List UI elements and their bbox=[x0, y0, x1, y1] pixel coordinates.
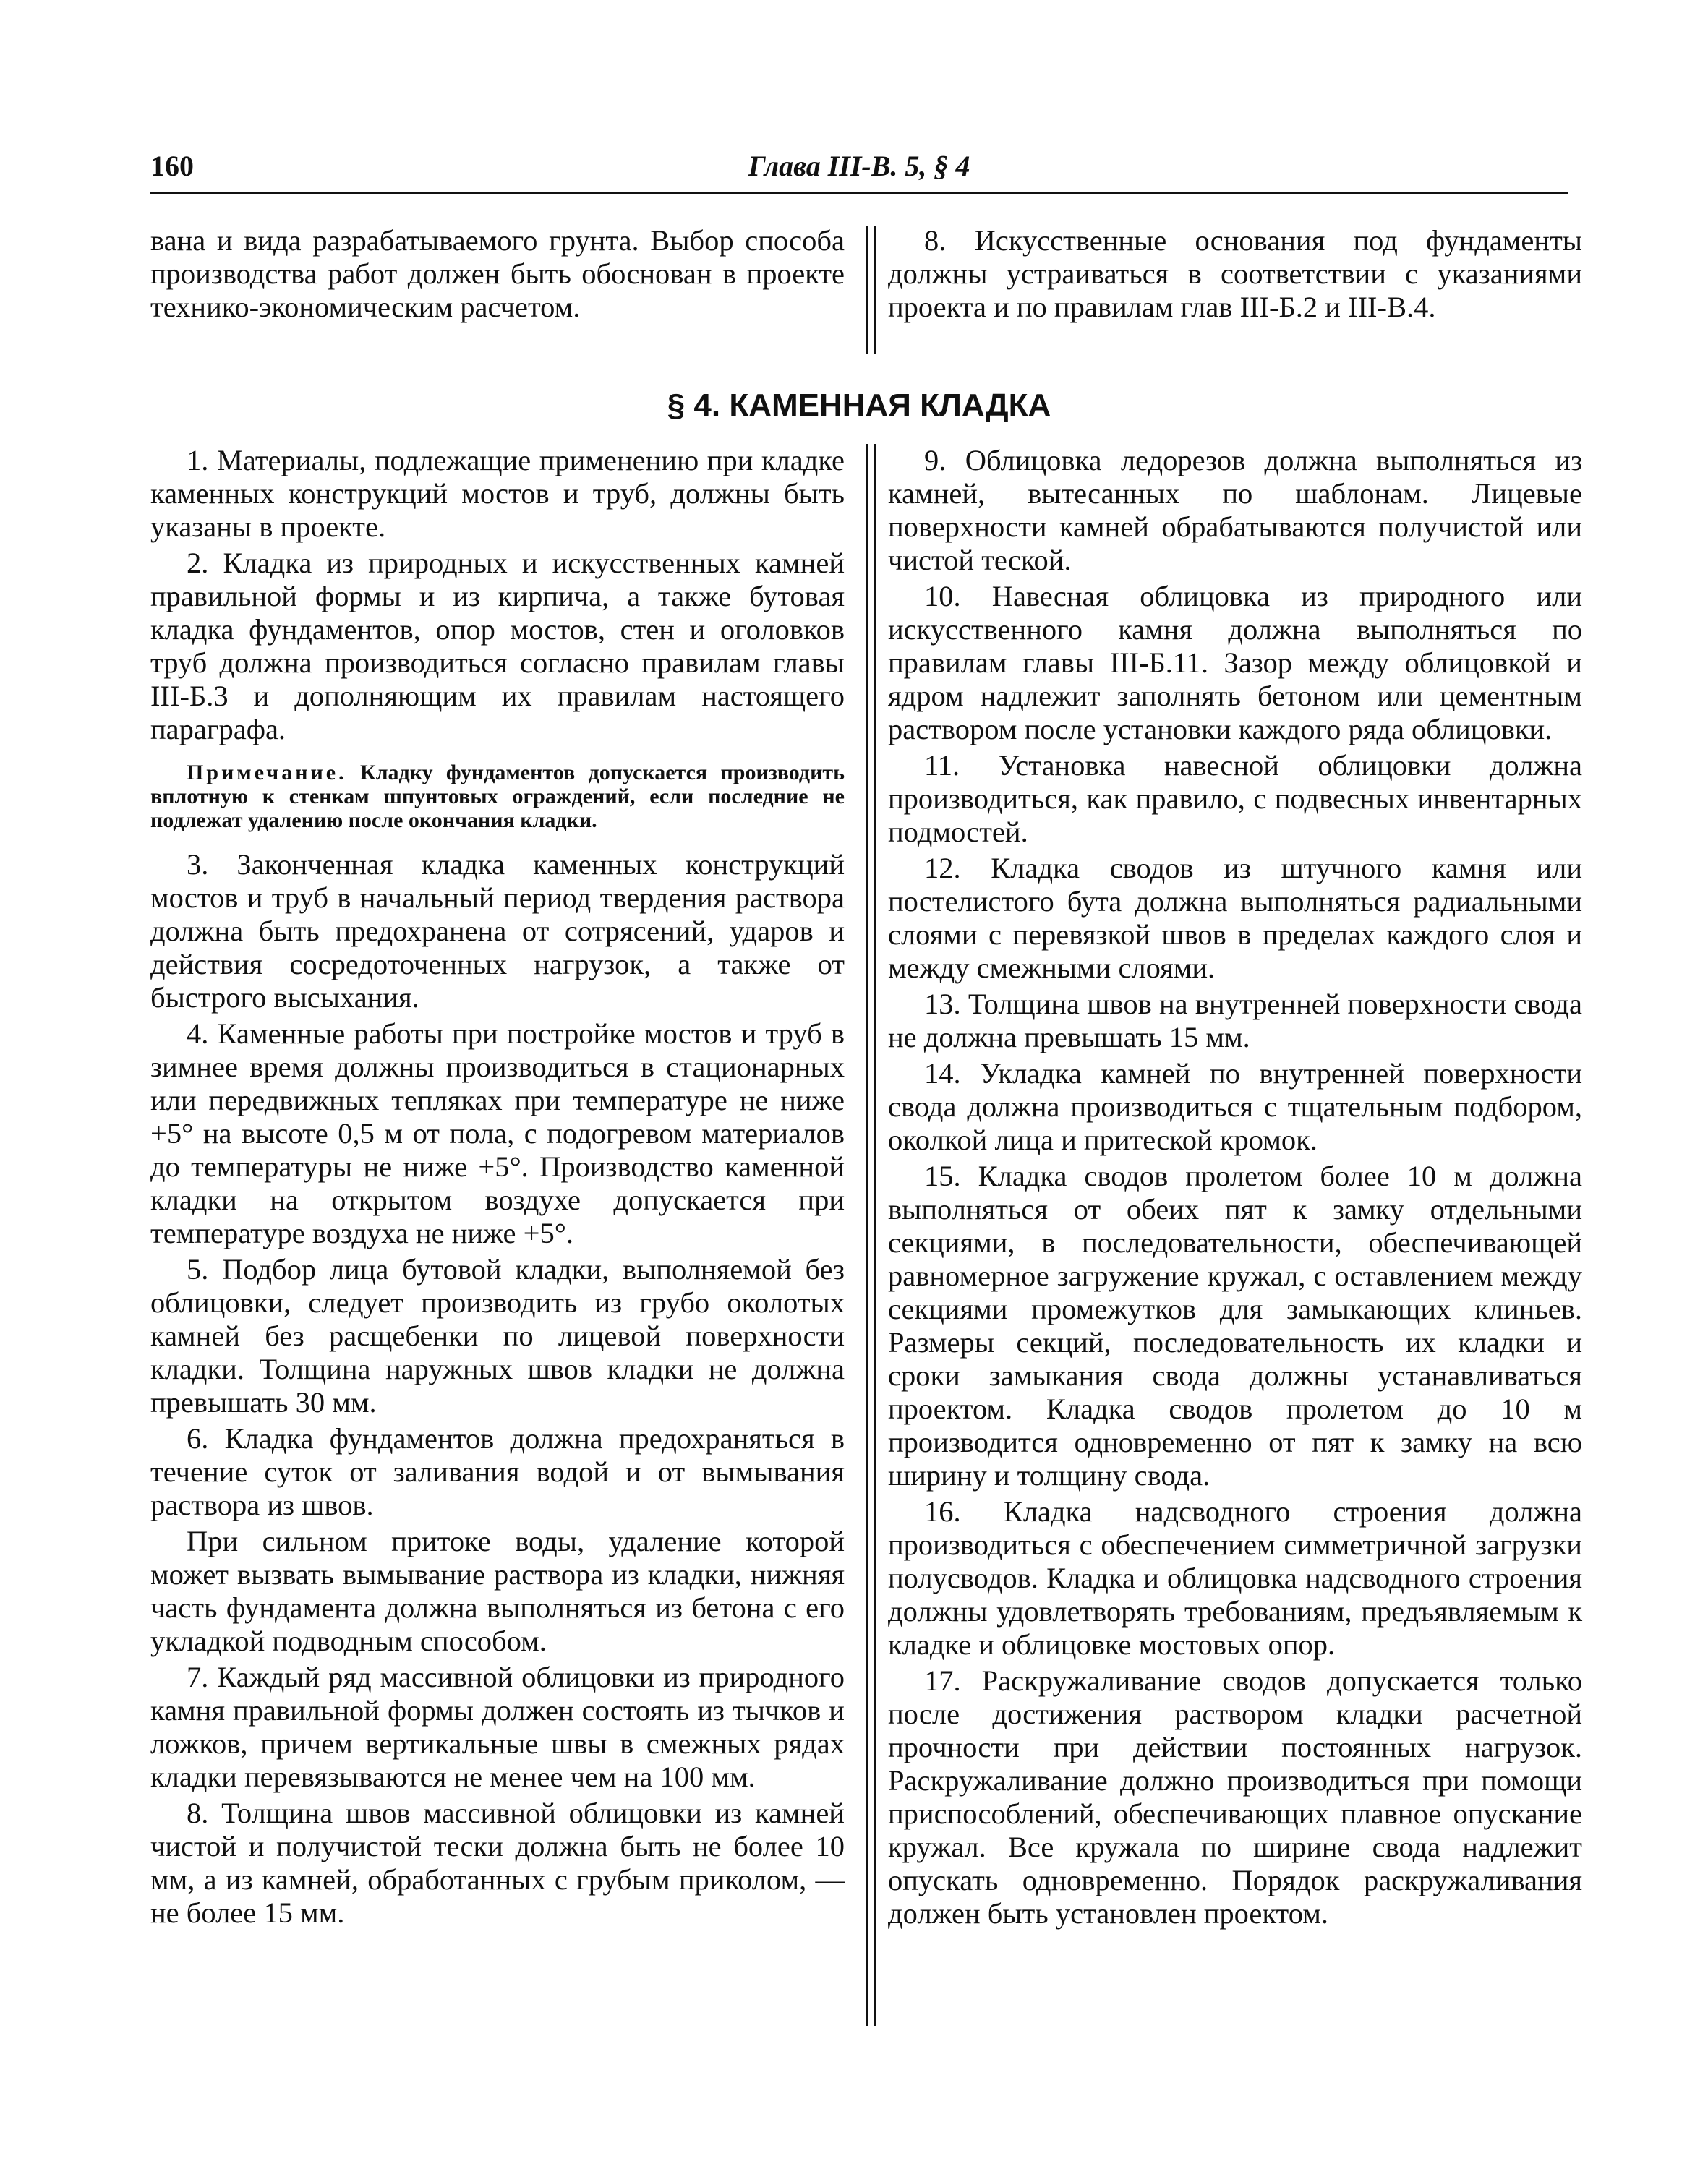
paragraph-5: 5. Подбор лица бутовой кладки, выполняемой без облицовки, следует производить из грубо околотых камней без расщебенки по лицевой поверхности кладки. Толщина наружных швов кладки не должна превышать 30 мм. bbox=[150, 1253, 845, 1419]
paragraph-3: 3. Законченная кладка каменных конструкций мостов и труб в начальный период твердения раствора должна быть предохранена от сотрясений, ударов и действия сосредоточенных нагрузок, а также от быстрого высыхания. bbox=[150, 848, 845, 1014]
paragraph-6-continued: При сильном притоке воды, удаление которой может вызвать вымывание раствора из кладки, нижняя часть фундамента должна выполняться из бетона с его укладкой подводным способом. bbox=[150, 1525, 845, 1657]
note-label: Примечание. bbox=[187, 761, 347, 784]
paragraph-1: 1. Материалы, подлежащие применению при кладке каменных конструкций мостов и труб, должны быть указаны в проекте. bbox=[150, 444, 845, 543]
paragraph-16: 16. Кладка надсводного строения должна производиться с обеспечением симметричной загрузки полусводов. Кладка и облицовка надсводного строения должны удовлетворять требованиям, предъявляемым к кладке и облицовке мостовых опор. bbox=[888, 1495, 1582, 1661]
page-number: 160 bbox=[150, 150, 194, 182]
page-header bbox=[150, 149, 1568, 189]
note bbox=[150, 761, 845, 832]
running-title: Глава III-В. 5, § 4 bbox=[748, 150, 970, 182]
section-heading: § 4. КАМЕННАЯ КЛАДКА bbox=[667, 388, 1051, 423]
continued-paragraph: вана и вида разрабатываемого грунта. Выбор способа производства работ должен быть обоснован в проекте технико-экономическим расчетом. bbox=[150, 224, 845, 323]
paragraph-6: 6. Кладка фундаментов должна предохраняться в течение суток от заливания водой и от вымывания раствора из швов. bbox=[150, 1422, 845, 1521]
right-column bbox=[888, 444, 1582, 1930]
paragraph-12: 12. Кладка сводов из штучного камня или постелистого бута должна выполняться радиальными слоями с перевязкой швов в пределах каждого слоя и между смежными слоями. bbox=[888, 852, 1582, 984]
top-right-column bbox=[888, 224, 1582, 324]
paragraph-13: 13. Толщина швов на внутренней поверхности свода не должна превышать 15 мм. bbox=[888, 988, 1582, 1053]
header-rule bbox=[150, 192, 1568, 194]
paragraph-11: 11. Установка навесной облицовки должна производиться, как правило, с подвесных инвентарных подмостей. bbox=[888, 749, 1582, 848]
paragraph-8: 8. Толщина швов массивной облицовки из камней чистой и получистой тески должна быть не более 10 мм, а из камней, обработанных с грубым приколом, — не более 15 мм. bbox=[150, 1797, 845, 1929]
column-divider-top bbox=[866, 226, 876, 354]
paragraph-7: 7. Каждый ряд массивной облицовки из природного камня правильной формы должен состоять из тычков и ложков, причем вертикальные швы в смежных рядах кладки перевязываются не менее чем на 100 мм. bbox=[150, 1661, 845, 1793]
paragraph-17: 17. Раскружаливание сводов допускается только после достижения раствором кладки расчетной прочности при действии постоянных нагрузок. Раскружаливание должно производиться при помощи приспособлений, обеспечивающих плавное опускание кружал. Все кружала по ширине свода надлежит опускать одновременно. Порядок раскружаливания должен быть установлен проектом. bbox=[888, 1664, 1582, 1930]
paragraph-9: 9. Облицовка ледорезов должна выполняться из камней, вытесанных по шаблонам. Лицевые поверхности камней обрабатываются получистой или чистой теской. bbox=[888, 444, 1582, 576]
top-left-column bbox=[150, 224, 845, 324]
paragraph-10: 10. Навесная облицовка из природного или искусственного камня должна выполняться по правилам главы III-Б.11. Зазор между облицовкой и ядром надлежит заполнять бетоном или цементным раствором после установки каждого ряда облицовки. bbox=[888, 580, 1582, 745]
column-divider-main bbox=[866, 444, 876, 2026]
paragraph-8-foundations: 8. Искусственные основания под фундаменты должны устраиваться в соответствии с указаниями проекта и по правилам глав III-Б.2 и III-В.4. bbox=[888, 224, 1582, 323]
paragraph-15: 15. Кладка сводов пролетом более 10 м должна выполняться от обеих пят к замку отдельными секциями, в последовательности, обеспечивающей равномерное загружение кружал, с оставлением между секциями промежутков для замыкающих клиньев. Размеры секций, последовательность их кладки и сроки замыкания свода должны устанавливаться проектом. Кладка сводов пролетом до 10 м производится одновременно от пят к замку на всю ширину и толщину свода. bbox=[888, 1160, 1582, 1492]
paragraph-14: 14. Укладка камней по внутренней поверхности свода должна производиться с тщательным подбором, околкой лица и притеской кромок. bbox=[888, 1057, 1582, 1156]
paragraph-2: 2. Кладка из природных и искусственных камней правильной формы и из кирпича, а также бутовая кладка фундаментов, опор мостов, стен и оголовков труб должна производиться согласно правилам главы III-Б.3 и дополняющим их правилам настоящего параграфа. bbox=[150, 547, 845, 745]
note-text: Кладку фундаментов допускается производить вплотную к стенкам шпунтовых ограждений, если последние не подлежат удалению после окончания кладки. bbox=[150, 761, 845, 832]
paragraph-4: 4. Каменные работы при постройке мостов и труб в зимнее время должны производиться в стационарных или передвижных тепляках при температуре не ниже +5° на высоте 0,5 м от пола, с подогревом материалов до температуры не ниже +5°. Производство каменной кладки на открытом воздухе допускается при температуре воздуха не ниже +5°. bbox=[150, 1017, 845, 1249]
left-column bbox=[150, 444, 845, 1930]
